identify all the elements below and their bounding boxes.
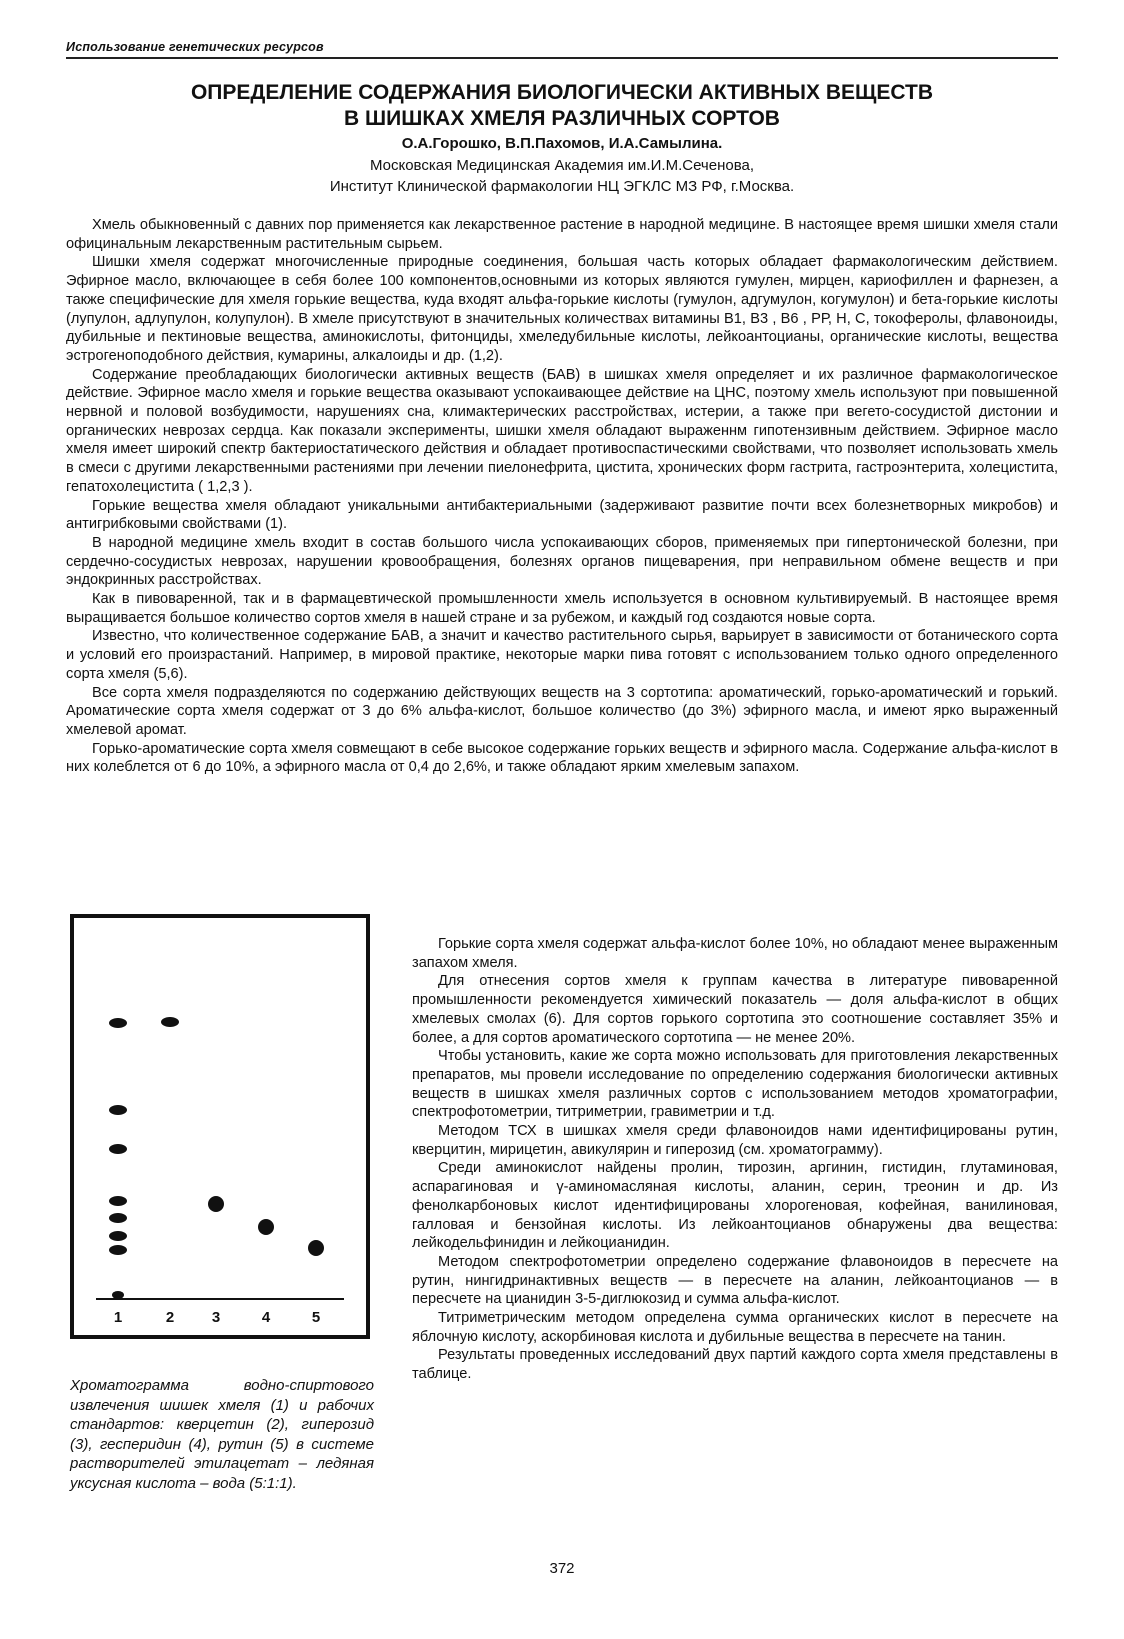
affiliation-line: Институт Клинической фармакологии НЦ ЭГКЛС МЗ РФ, г.Москва.: [329, 178, 795, 195]
paragraph: Титриметрическим методом определена сумма органических кислот в пересчете на яблочную кислоту, аскорбиновая кислота и дубильные вещества в пересчете на танин.: [412, 1310, 1058, 1345]
right-column-body: [412, 935, 1058, 1384]
lane-label: 1: [113, 1309, 123, 1326]
lane1-spot-rf-mid2: [109, 1144, 127, 1154]
lane3-spot: [208, 1196, 224, 1212]
lane-label: 4: [261, 1309, 271, 1326]
lane1-spot-rf-high: [109, 1018, 127, 1028]
paragraph: Среди аминокислот найдены пролин, тирозин, аргинин, гистидин, глутаминовая, аспарагиновая и γ-аминомасляная кислоты, аланин, серин, треонин и др. Из фенолкарбоновых кислот идентифицированы хлорогеновая, кофейная, ванилиновая, галловая и бензойная кислоты. Из лейкоантоцианов обнаружены два вещества: лейкодельфинидин и лейкоцианидин.: [412, 1160, 1058, 1252]
authors: О.А.Горошко, В.П.Пахомов, И.А.Самылина.: [401, 135, 723, 152]
lane-label: 2: [165, 1309, 175, 1326]
lane2-spot: [161, 1017, 179, 1027]
article-body: [66, 216, 1058, 777]
paragraph: Как в пивоваренной, так и в фармацевтической промышленности хмель используется в основном культивируемый. В настоящее время выращивается большое количество сортов хмеля в нашей стране и за рубежом, и каждый год создаются новые сорта.: [66, 591, 1058, 626]
paragraph: Горько-ароматические сорта хмеля совмещают в себе высокое содержание горьких веществ и эфирного масла. Содержание альфа-кислот в них колеблется от 6 до 10%, а эфирного масла от 0,4 до 2,6%, и также обладают ярким хмелевым запахом.: [66, 740, 1058, 776]
lane1-spot-rf-low1: [109, 1196, 127, 1206]
lane-label: 5: [311, 1309, 321, 1326]
paragraph: Результаты проведенных исследований двух партий каждого сорта хмеля представлены в таблице.: [412, 1347, 1058, 1383]
paragraph: Методом ТСХ в шишках хмеля среди флавоноидов нами идентифицированы рутин, кверцитин, мирицетин, авикулярин и гиперозид (см. хроматограмму).: [412, 1123, 1058, 1158]
lane1-spot-rf-low4: [109, 1245, 127, 1255]
paragraph: Для отнесения сортов хмеля к группам качества в литературе пивоваренной промышленности рекомендуется химический показатель — доля альфа-кислот в общих хмелевых смолах (6). Для сортов горького сортотипа это соотношение составляет 35% и более, а для сортов ароматического сортотипа — не менее 20%.: [412, 973, 1058, 1046]
article-title: [66, 80, 1058, 132]
paragraph: Содержание преобладающих биологически активных веществ (БАВ) в шишках хмеля определяет и их различное фармакологическое действие. Эфирное масло хмеля и горькие вещества оказывают успокаивающее действие на ЦНС, поэтому хмель используют при повышенной нервной и половой возбудимости, нарушениях сна, климактерических расстройствах, истерии, а также при вегето-сосудистой дистонии и органических неврозах сердца. Как показали эксперименты, шишки хмеля обладают выраженнм гипотензивным действием. Эфирное масло хмеля имеет широкий спектр бактериостатического действия и обладает противоспастическими свойствами, что позволяет использовать хмель в смеси с другими лекарственными растениями при лечении пиелонефрита, цистита, хронических форм гастрита, гастроэнтерита, холецистита, гепатохолецистита ( 1,2,3 ).: [66, 366, 1058, 495]
paragraph: Чтобы установить, какие же сорта можно использовать для приготовления лекарственных препаратов, мы провели исследование по определению содержания биологически активных веществ в шишках хмеля различных сортов с использованием методов хроматографии, спектрофотометрии, титриметрии, гравиметрии и т.д.: [412, 1048, 1058, 1121]
title-line: В ШИШКАХ ХМЕЛЯ РАЗЛИЧНЫХ СОРТОВ: [344, 107, 780, 130]
chromatogram-plate: [74, 918, 366, 1335]
paragraph: Хмель обыкновенный с давних пор применяется как лекарственное растение в народной медицине. В настоящее время шишки хмеля стали официнальным лекарственным растительным сырьем.: [66, 217, 1058, 252]
paragraph: Все сорта хмеля подразделяются по содержанию действующих веществ на 3 сортотипа: ароматический, горько-ароматический и горький. Ароматические сорта хмеля содержат от 3 до 6% альфа-кислот, большое количество (до 3%) эфирного масла, и имеют ярко выраженный хмелевой аромат.: [66, 684, 1058, 738]
lane5-spot: [308, 1240, 324, 1256]
lane-label: 3: [211, 1309, 221, 1326]
lane1-spot-rf-low2: [109, 1213, 127, 1223]
paragraph: Шишки хмеля содержат многочисленные природные соединения, большая часть которых обладает фармакологическим действием. Эфирное масло, включающее в себя более 100 компонентов,основными из которых являются гумулен, мирцен, кариофиллен и фарнезен, а также специфические для хмеля горькие вещества, куда входят альфа-горькие кислоты (гумулон, адгумулон, когумулон) и бета-горькие кислоты (лупулон, адлупулон, колупулон). В хмеле присутствуют в значительных количествах витамины В1, В3 , В6 , РР, Н, С, токоферолы, флавоноиды, дубильные и пектиновые вещества, аминокислоты, фитонциды, хмеледубильные кислоты, лейкоантоцианы, органические кислоты, вещества эстрогеноподобного действия, кумарины, алкалоиды и др. (1,2).: [66, 254, 1058, 364]
paragraph: Горькие вещества хмеля обладают уникальными антибактериальными (задерживают развитие почти всех болезнетворных микробов) и антигрибковыми свойствами (1).: [66, 497, 1058, 533]
lane1-spot-rf-low3: [109, 1231, 127, 1241]
paragraph: В народной медицине хмель входит в состав большого числа успокаивающих сборов, применяемых при гипертонической болезни, при сердечно-сосудистых неврозах, нарушении кровообращения, болезнях органов пищеварения, при неправильном обмене веществ и при эндокринных расстройствах.: [66, 534, 1058, 589]
figure-caption: Хроматограмма водно-спиртового извлечения шишек хмеля (1) и рабочих стандартов: кверцетин (2), гиперозид (3), гесперидин (4), рутин (5) в системе растворителей этилацетат – ледяная уксусная кислота – вода (5:1:1).: [70, 1377, 374, 1492]
affiliation-line: Московская Медицинская Академия им.И.М.Сеченова,: [369, 157, 755, 174]
paragraph: Известно, что количественное содержание БАВ, а значит и качество растительного сырья, варьирует в зависимости от ботанического сорта и условий его произрастаний. Например, в мировой практике, некоторые марки пива готовят с использованием только одного определенного сорта хмеля (5,6).: [66, 628, 1058, 682]
lane1-spot-rf-mid1: [109, 1105, 127, 1115]
lane4-spot: [258, 1219, 274, 1235]
chromatogram-figure: [70, 914, 370, 1339]
title-line: ОПРЕДЕЛЕНИЕ СОДЕРЖАНИЯ БИОЛОГИЧЕСКИ АКТИВНЫХ ВЕЩЕСТВ: [190, 81, 934, 104]
lane1-spot-origin: [112, 1291, 124, 1299]
page-number: 372: [549, 1560, 575, 1577]
paragraph: Методом спектрофотометрии определено содержание флавоноидов в пересчете на рутин, нингидринактивных веществ — в пересчете на аланин, лейкоантоцианов — в пересчете на цианидин 3-5-диглюкозид и сумма альфа-кислот.: [412, 1253, 1058, 1308]
running-head: Использование генетических ресурсов: [66, 40, 324, 54]
paragraph: Горькие сорта хмеля содержат альфа-кислот более 10%, но обладают менее выраженным запахом хмеля.: [412, 936, 1058, 971]
header-rule: [66, 57, 1058, 59]
